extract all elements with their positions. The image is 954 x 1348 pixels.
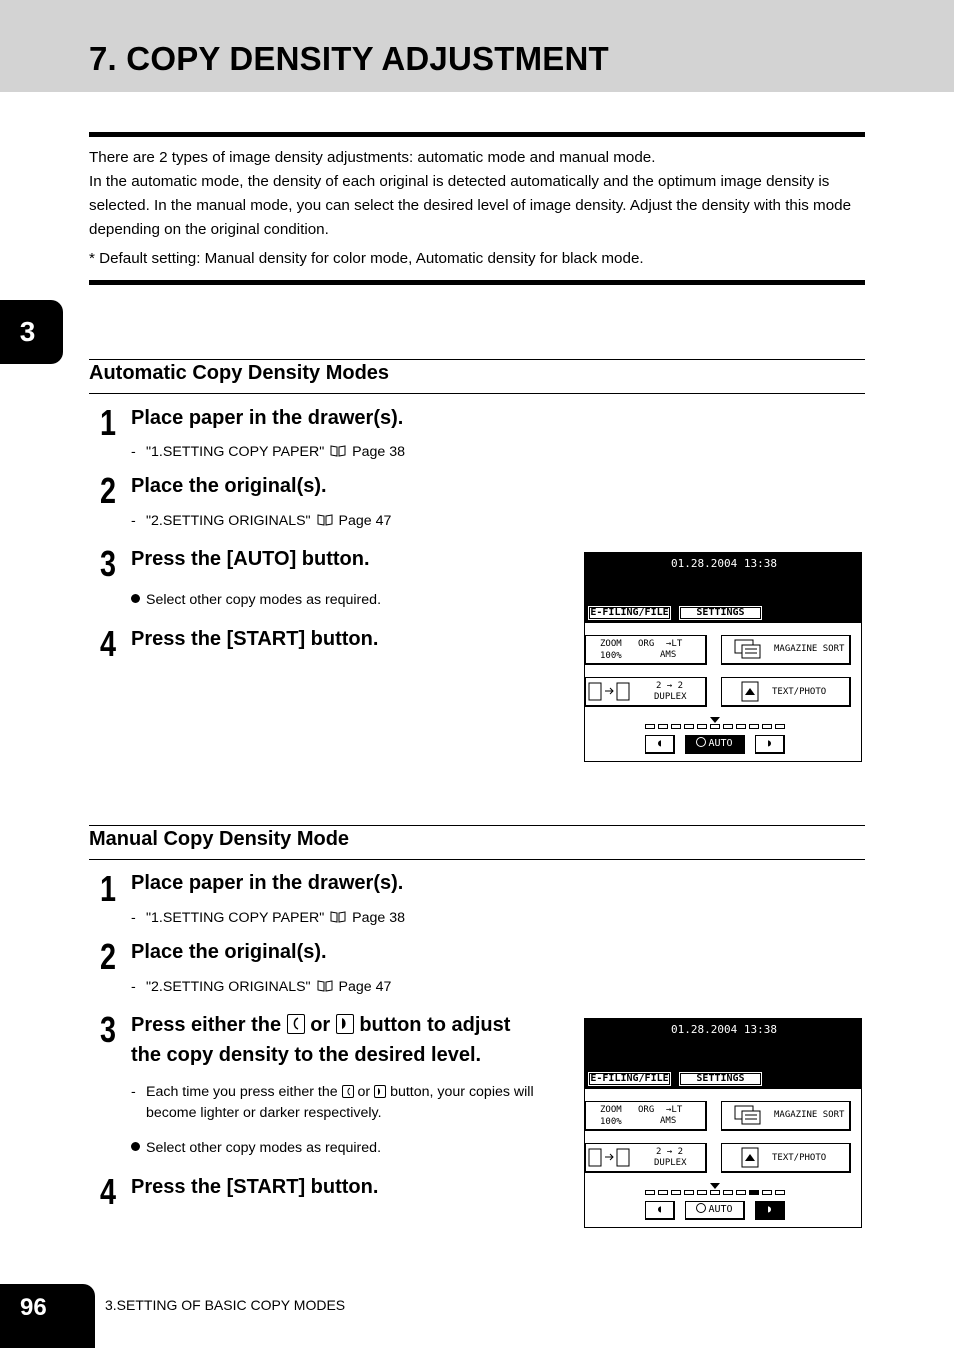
reference-text: "2.SETTING ORIGINALS" — [146, 979, 311, 995]
step-title-part: or — [310, 1014, 331, 1036]
step-title — [131, 1010, 571, 1070]
section-title-auto: Automatic Copy Density Modes — [89, 362, 390, 384]
density-segment — [723, 724, 733, 729]
lighter-button-icon — [342, 1085, 354, 1098]
ams-label: AMS — [660, 650, 677, 660]
step-detail: - Each time you press either the or button, your copies will become lighter or darker respectively. — [131, 1084, 534, 1121]
page-number: 96 — [0, 1284, 95, 1348]
magazine-sort-button[interactable] — [721, 1101, 851, 1131]
step-number: 1 — [100, 868, 117, 909]
density-segment — [697, 724, 707, 729]
darker-button[interactable]: ◗ — [755, 735, 785, 754]
duplex-icon — [588, 681, 632, 703]
ams-label: AMS — [660, 1116, 677, 1126]
lighter-button-icon — [287, 1014, 305, 1034]
bullet-icon — [131, 1142, 140, 1151]
lt-label: →LT — [666, 639, 683, 649]
density-segment — [736, 724, 746, 729]
duplex-label: DUPLEX — [654, 1158, 687, 1168]
density-segment — [775, 724, 785, 729]
text-photo-icon — [740, 1147, 762, 1169]
density-segment — [697, 1190, 707, 1195]
detail-text: become lighter or darker respectively. — [146, 1105, 382, 1121]
density-segment — [671, 724, 681, 729]
section-rule — [89, 393, 865, 394]
density-segment — [762, 724, 772, 729]
panel-date: 01.28.2004 13:38 — [671, 557, 777, 570]
section-rule — [89, 359, 865, 360]
duplex-icon — [588, 1147, 632, 1169]
book-icon — [330, 445, 346, 457]
step-reference: - "2.SETTING ORIGINALS" Page 47 — [131, 513, 392, 529]
zoom-label: ZOOM — [600, 1105, 622, 1115]
magazine-label: MAGAZINE SORT — [774, 1110, 845, 1120]
title-band — [0, 0, 954, 92]
step-title: Place paper in the drawer(s). — [131, 407, 404, 429]
step-reference: - "2.SETTING ORIGINALS" Page 47 — [131, 979, 392, 995]
step-number: 1 — [100, 402, 117, 443]
page-reference: Page 38 — [352, 444, 406, 460]
magazine-icon — [734, 1105, 764, 1127]
density-segment — [671, 1190, 681, 1195]
step-number: 4 — [100, 1171, 117, 1212]
detail-text: or — [357, 1084, 371, 1100]
density-segment — [775, 1190, 785, 1195]
step-title-part: the copy density to the desired level. — [131, 1044, 482, 1066]
text-photo-icon — [740, 681, 762, 703]
step-number: 2 — [100, 936, 117, 977]
chapter-tab: 3 — [0, 300, 63, 364]
density-segment — [658, 1190, 668, 1195]
tab-settings[interactable]: SETTINGS — [678, 605, 763, 621]
zoom-label: ZOOM — [600, 639, 622, 649]
step-bullet — [131, 590, 381, 611]
text-photo-button[interactable] — [721, 1143, 851, 1173]
step-title: Place the original(s). — [131, 475, 327, 497]
section-title-manual: Manual Copy Density Mode — [89, 828, 350, 850]
bullet-text: Select other copy modes as required. — [146, 1140, 382, 1156]
control-panel-manual — [584, 1018, 862, 1228]
reference-text: "2.SETTING ORIGINALS" — [146, 513, 311, 529]
darker-button-icon — [374, 1085, 386, 1098]
footer-text: 3.SETTING OF BASIC COPY MODES — [105, 1297, 346, 1313]
darker-button[interactable]: ◗ — [755, 1201, 785, 1220]
density-scale — [645, 1190, 785, 1198]
density-segment — [710, 724, 720, 729]
book-icon — [330, 911, 346, 923]
panel-date: 01.28.2004 13:38 — [671, 1023, 777, 1036]
lt-label: →LT — [666, 1105, 683, 1115]
intro-line-1: There are 2 types of image density adjustments: automatic mode and manual mode. — [89, 149, 656, 166]
auto-icon — [696, 1203, 706, 1213]
reference-text: "1.SETTING COPY PAPER" — [146, 910, 325, 926]
section-rule — [89, 825, 865, 826]
step-number: 2 — [100, 470, 117, 511]
density-segment — [684, 1190, 694, 1195]
magazine-sort-button[interactable] — [721, 635, 851, 665]
step-title: Place the original(s). — [131, 941, 327, 963]
tab-efiling[interactable]: E-FILING/FILE — [587, 1071, 672, 1087]
auto-button[interactable] — [685, 1201, 745, 1220]
duplex-value: 2 → 2 — [656, 1147, 684, 1157]
intro-top-rule — [89, 132, 865, 137]
duplex-value: 2 → 2 — [656, 681, 684, 691]
page-reference: Page 47 — [338, 513, 392, 529]
step-title-part: button to adjust — [359, 1014, 511, 1036]
page-reference: Page 38 — [352, 910, 406, 926]
bullet-icon — [131, 594, 140, 603]
zoom-button[interactable] — [585, 635, 707, 665]
tab-efiling[interactable]: E-FILING/FILE — [587, 605, 672, 621]
density-segment — [723, 1190, 733, 1195]
duplex-label: DUPLEX — [654, 692, 687, 702]
auto-label: AUTO — [708, 1204, 733, 1215]
intro-bottom-rule — [89, 280, 865, 285]
step-bullet — [131, 1138, 381, 1159]
density-segment — [762, 1190, 772, 1195]
zoom-button[interactable] — [585, 1101, 707, 1131]
book-icon — [317, 514, 333, 526]
duplex-button[interactable] — [585, 677, 707, 707]
text-photo-label: TEXT/PHOTO — [772, 687, 827, 697]
control-panel-auto — [584, 552, 862, 762]
text-photo-label: TEXT/PHOTO — [772, 1153, 827, 1163]
step-title: Place paper in the drawer(s). — [131, 872, 404, 894]
density-segment — [749, 1190, 759, 1195]
lighter-button[interactable]: ◖ — [645, 735, 675, 754]
density-segment — [684, 724, 694, 729]
lighter-button[interactable]: ◖ — [645, 1201, 675, 1220]
darker-button-icon — [336, 1014, 354, 1034]
step-title: Press the [START] button. — [131, 1176, 379, 1198]
book-icon — [317, 980, 333, 992]
step-number: 4 — [100, 623, 117, 664]
org-label: ORG — [638, 639, 655, 649]
org-label: ORG — [638, 1105, 655, 1115]
density-segment — [645, 1190, 655, 1195]
detail-text: button, your copies will — [390, 1084, 534, 1100]
step-number: 3 — [100, 543, 117, 584]
step-number: 3 — [100, 1009, 117, 1050]
intro-note: * Default setting: Manual density for color mode, Automatic density for black mode. — [89, 250, 644, 267]
page-title: 7. COPY DENSITY ADJUSTMENT — [89, 40, 609, 77]
zoom-value: 100% — [600, 651, 622, 661]
density-segment — [749, 724, 759, 729]
density-pointer — [710, 1183, 720, 1189]
magazine-label: MAGAZINE SORT — [774, 644, 845, 654]
reference-text: "1.SETTING COPY PAPER" — [146, 444, 325, 460]
density-segment — [710, 1190, 720, 1195]
density-pointer — [710, 717, 720, 723]
step-title: Press the [AUTO] button. — [131, 548, 370, 570]
step-title-part: Press either the — [131, 1014, 282, 1036]
density-segment — [645, 724, 655, 729]
duplex-button[interactable] — [585, 1143, 707, 1173]
tab-settings[interactable]: SETTINGS — [678, 1071, 763, 1087]
page-reference: Page 47 — [338, 979, 392, 995]
intro-text — [89, 146, 865, 271]
zoom-value: 100% — [600, 1117, 622, 1127]
intro-line-2: In the automatic mode, the density of each original is detected automatically and the optimum image density is selected. In the manual mode, you can select the desired level of image density. Adjust the density with this mode depending on the original condition. — [89, 173, 852, 238]
text-photo-button[interactable] — [721, 677, 851, 707]
density-scale — [645, 724, 785, 732]
auto-label: AUTO — [708, 738, 733, 749]
auto-icon — [696, 737, 706, 747]
bullet-text: Select other copy modes as required. — [146, 592, 382, 608]
density-segment — [658, 724, 668, 729]
section-rule — [89, 859, 865, 860]
magazine-icon — [734, 639, 764, 661]
step-reference: - "1.SETTING COPY PAPER" Page 38 — [131, 910, 406, 926]
detail-text: Each time you press either the — [146, 1084, 338, 1100]
density-segment — [736, 1190, 746, 1195]
auto-button[interactable] — [685, 735, 745, 754]
step-reference: - "1.SETTING COPY PAPER" Page 38 — [131, 444, 406, 460]
step-title: Press the [START] button. — [131, 628, 379, 650]
